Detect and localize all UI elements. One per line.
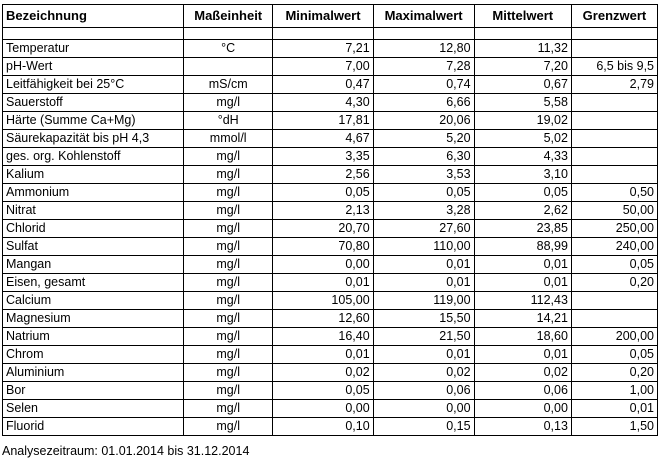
cell-bezeichnung: Chrom [3, 346, 184, 364]
cell-bezeichnung: Sauerstoff [3, 94, 184, 112]
cell-mittelwert: 7,20 [474, 58, 571, 76]
cell-maximalwert: 3,53 [373, 166, 474, 184]
cell-mittelwert: 0,01 [474, 274, 571, 292]
cell-masseinheit: mg/l [184, 346, 273, 364]
cell-maximalwert: 6,30 [373, 148, 474, 166]
cell-maximalwert: 0,05 [373, 184, 474, 202]
table-row [3, 310, 658, 328]
table-row [3, 328, 658, 346]
cell-mittelwert: 112,43 [474, 292, 571, 310]
cell-masseinheit: mg/l [184, 382, 273, 400]
cell-maximalwert: 0,01 [373, 346, 474, 364]
cell-minimalwert: 0,00 [273, 256, 373, 274]
cell-grenzwert [571, 166, 657, 184]
table-row [3, 58, 658, 76]
cell-minimalwert: 0,10 [273, 418, 373, 436]
cell-maximalwert: 20,06 [373, 112, 474, 130]
cell-bezeichnung: Calcium [3, 292, 184, 310]
table-row [3, 112, 658, 130]
cell-maximalwert: 0,06 [373, 382, 474, 400]
cell-mittelwert: 19,02 [474, 112, 571, 130]
cell-grenzwert [571, 40, 657, 58]
cell-minimalwert: 2,13 [273, 202, 373, 220]
cell-mittelwert: 5,58 [474, 94, 571, 112]
table-row [3, 202, 658, 220]
cell-grenzwert: 0,20 [571, 364, 657, 382]
cell-masseinheit: mg/l [184, 400, 273, 418]
cell-grenzwert: 0,05 [571, 256, 657, 274]
table-row [3, 184, 658, 202]
cell-bezeichnung: Aluminium [3, 364, 184, 382]
cell-minimalwert: 70,80 [273, 238, 373, 256]
cell-bezeichnung: Natrium [3, 328, 184, 346]
table-row [3, 364, 658, 382]
cell-minimalwert: 20,70 [273, 220, 373, 238]
cell-mittelwert: 3,10 [474, 166, 571, 184]
table-body [3, 28, 658, 436]
cell-bezeichnung: Temperatur [3, 40, 184, 58]
table-header-row [3, 5, 658, 28]
cell-grenzwert: 1,50 [571, 418, 657, 436]
cell-bezeichnung: Fluorid [3, 418, 184, 436]
cell-masseinheit: mg/l [184, 94, 273, 112]
cell-masseinheit: mg/l [184, 220, 273, 238]
cell-maximalwert: 0,02 [373, 364, 474, 382]
table-row [3, 274, 658, 292]
cell-grenzwert [571, 310, 657, 328]
cell-maximalwert: 7,28 [373, 58, 474, 76]
table-row [3, 292, 658, 310]
cell-minimalwert: 3,35 [273, 148, 373, 166]
cell-bezeichnung: Härte (Summe Ca+Mg) [3, 112, 184, 130]
table-row [3, 40, 658, 58]
header-mittelwert: Mittelwert [474, 5, 571, 28]
cell-grenzwert [571, 148, 657, 166]
table-row [3, 382, 658, 400]
cell-maximalwert: 0,01 [373, 274, 474, 292]
cell-grenzwert: 250,00 [571, 220, 657, 238]
cell-grenzwert: 0,05 [571, 346, 657, 364]
cell-mittelwert: 0,13 [474, 418, 571, 436]
cell-mittelwert: 88,99 [474, 238, 571, 256]
cell-masseinheit [184, 58, 273, 76]
table-row [3, 130, 658, 148]
cell-masseinheit: mg/l [184, 184, 273, 202]
cell-maximalwert: 119,00 [373, 292, 474, 310]
header-bezeichnung: Bezeichnung [3, 5, 184, 28]
cell-mittelwert: 0,06 [474, 382, 571, 400]
cell-bezeichnung: Mangan [3, 256, 184, 274]
analysis-period-note: Analysezeitraum: 01.01.2014 bis 31.12.2014 [2, 444, 250, 458]
cell-minimalwert: 16,40 [273, 328, 373, 346]
cell-bezeichnung: Ammonium [3, 184, 184, 202]
cell-grenzwert: 50,00 [571, 202, 657, 220]
table-row [3, 76, 658, 94]
table-row [3, 418, 658, 436]
table-row [3, 220, 658, 238]
cell-bezeichnung: Kalium [3, 166, 184, 184]
cell-masseinheit: °C [184, 40, 273, 58]
cell-maximalwert: 15,50 [373, 310, 474, 328]
cell-mittelwert: 14,21 [474, 310, 571, 328]
cell-grenzwert: 240,00 [571, 238, 657, 256]
cell-mittelwert: 11,32 [474, 40, 571, 58]
cell-masseinheit: mg/l [184, 166, 273, 184]
cell-mittelwert: 18,60 [474, 328, 571, 346]
cell-mittelwert: 0,02 [474, 364, 571, 382]
table-row [3, 238, 658, 256]
cell-maximalwert: 0,74 [373, 76, 474, 94]
cell-masseinheit: mS/cm [184, 76, 273, 94]
table-row [3, 256, 658, 274]
cell-bezeichnung: Selen [3, 400, 184, 418]
cell-masseinheit: mg/l [184, 364, 273, 382]
cell-maximalwert: 12,80 [373, 40, 474, 58]
cell-grenzwert: 0,01 [571, 400, 657, 418]
cell-minimalwert: 4,67 [273, 130, 373, 148]
cell-minimalwert: 4,30 [273, 94, 373, 112]
header-minimalwert: Minimalwert [273, 5, 373, 28]
cell-minimalwert: 0,00 [273, 400, 373, 418]
cell-minimalwert: 12,60 [273, 310, 373, 328]
cell-maximalwert: 0,00 [373, 400, 474, 418]
cell-masseinheit: mg/l [184, 328, 273, 346]
cell-maximalwert: 5,20 [373, 130, 474, 148]
water-analysis-table [2, 4, 658, 436]
cell-grenzwert [571, 112, 657, 130]
cell-masseinheit: mg/l [184, 238, 273, 256]
cell-masseinheit: mg/l [184, 292, 273, 310]
cell-minimalwert: 7,00 [273, 58, 373, 76]
cell-maximalwert: 0,15 [373, 418, 474, 436]
table-row [3, 346, 658, 364]
table-row [3, 148, 658, 166]
cell-bezeichnung: pH-Wert [3, 58, 184, 76]
cell-grenzwert: 1,00 [571, 382, 657, 400]
cell-masseinheit: mg/l [184, 418, 273, 436]
cell-bezeichnung: Leitfähigkeit bei 25°C [3, 76, 184, 94]
cell-mittelwert: 0,00 [474, 400, 571, 418]
cell-mittelwert: 2,62 [474, 202, 571, 220]
cell-maximalwert: 27,60 [373, 220, 474, 238]
cell-mittelwert: 0,01 [474, 256, 571, 274]
cell-grenzwert: 200,00 [571, 328, 657, 346]
cell-mittelwert: 0,01 [474, 346, 571, 364]
cell-grenzwert [571, 130, 657, 148]
cell-masseinheit: mg/l [184, 202, 273, 220]
cell-grenzwert [571, 292, 657, 310]
cell-minimalwert: 105,00 [273, 292, 373, 310]
table-row [3, 400, 658, 418]
cell-minimalwert: 2,56 [273, 166, 373, 184]
spacer-row [3, 28, 658, 40]
cell-minimalwert: 0,05 [273, 382, 373, 400]
cell-bezeichnung: Sulfat [3, 238, 184, 256]
header-grenzwert: Grenzwert [571, 5, 657, 28]
header-masseinheit: Maßeinheit [184, 5, 273, 28]
cell-grenzwert: 6,5 bis 9,5 [571, 58, 657, 76]
cell-grenzwert: 2,79 [571, 76, 657, 94]
table-row [3, 94, 658, 112]
cell-masseinheit: mmol/l [184, 130, 273, 148]
cell-bezeichnung: Nitrat [3, 202, 184, 220]
cell-mittelwert: 0,05 [474, 184, 571, 202]
cell-bezeichnung: Säurekapazität bis pH 4,3 [3, 130, 184, 148]
cell-masseinheit: °dH [184, 112, 273, 130]
cell-masseinheit: mg/l [184, 310, 273, 328]
cell-mittelwert: 23,85 [474, 220, 571, 238]
cell-mittelwert: 0,67 [474, 76, 571, 94]
cell-maximalwert: 21,50 [373, 328, 474, 346]
cell-masseinheit: mg/l [184, 256, 273, 274]
cell-grenzwert: 0,20 [571, 274, 657, 292]
cell-bezeichnung: Chlorid [3, 220, 184, 238]
cell-grenzwert: 0,50 [571, 184, 657, 202]
cell-maximalwert: 3,28 [373, 202, 474, 220]
cell-minimalwert: 0,01 [273, 346, 373, 364]
cell-minimalwert: 0,05 [273, 184, 373, 202]
cell-bezeichnung: ges. org. Kohlenstoff [3, 148, 184, 166]
cell-mittelwert: 4,33 [474, 148, 571, 166]
cell-maximalwert: 110,00 [373, 238, 474, 256]
cell-minimalwert: 0,02 [273, 364, 373, 382]
cell-bezeichnung: Eisen, gesamt [3, 274, 184, 292]
cell-maximalwert: 0,01 [373, 256, 474, 274]
cell-minimalwert: 17,81 [273, 112, 373, 130]
cell-minimalwert: 0,01 [273, 274, 373, 292]
cell-bezeichnung: Bor [3, 382, 184, 400]
cell-masseinheit: mg/l [184, 148, 273, 166]
cell-bezeichnung: Magnesium [3, 310, 184, 328]
header-maximalwert: Maximalwert [373, 5, 474, 28]
cell-masseinheit: mg/l [184, 274, 273, 292]
cell-mittelwert: 5,02 [474, 130, 571, 148]
cell-maximalwert: 6,66 [373, 94, 474, 112]
table-row [3, 166, 658, 184]
cell-grenzwert [571, 94, 657, 112]
cell-minimalwert: 0,47 [273, 76, 373, 94]
cell-minimalwert: 7,21 [273, 40, 373, 58]
